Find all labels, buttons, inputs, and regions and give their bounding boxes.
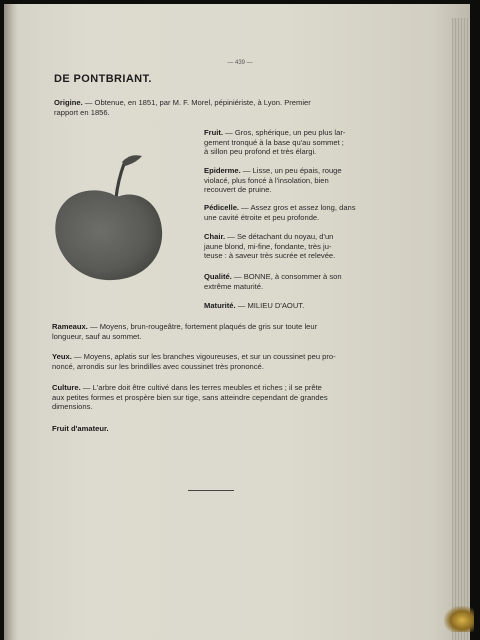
qualite-text-1: — BONNE, à consommer à son [233, 272, 342, 281]
origine-line-1 [54, 98, 434, 108]
rameaux-text-1: — Moyens, brun-rougeâtre, fortement plaqués de gris sur toute leur [90, 322, 318, 331]
fruit-text-1: — Gros, sphérique, un peu plus lar- [225, 128, 346, 137]
chair-line-2: jaune blond, mi-fine, fondante, très ju- [204, 241, 332, 251]
epiderme-line-2: violacé, plus foncé à l'insolation, bien [204, 175, 329, 185]
yeux-label: Yeux. [52, 352, 72, 361]
maturite-line-1 [204, 301, 374, 311]
fruit-line-2: gement tronqué à la base qu'au sommet ; [204, 137, 344, 147]
page-edges [452, 18, 470, 640]
pedicelle-paragraph [204, 203, 374, 222]
epiderme-line-1 [204, 166, 374, 176]
page-title: DE PONTBRIANT. [54, 73, 152, 85]
qualite-label: Qualité. [204, 272, 232, 281]
rameaux-paragraph [52, 322, 436, 341]
qualite-paragraph [204, 272, 374, 291]
culture-line-1 [52, 383, 436, 393]
fruit-line-3: à sillon peu profond et très élargi. [204, 147, 317, 157]
chair-label: Chair. [204, 232, 226, 241]
epiderme-label: Epiderme. [204, 166, 241, 175]
origine-line-2: rapport en 1856. [54, 107, 110, 117]
epiderme-paragraph [204, 166, 374, 195]
culture-label: Culture. [52, 383, 81, 392]
watermark-logo [444, 606, 474, 632]
fruit-label: Fruit. [204, 128, 223, 137]
culture-line-3: dimensions. [52, 402, 93, 412]
chair-paragraph [204, 232, 374, 261]
rameaux-line-1 [52, 322, 436, 332]
end-rule [188, 490, 234, 491]
maturite-paragraph [204, 301, 374, 311]
qualite-line-1 [204, 272, 374, 282]
chair-line-3: teuse : à saveur très sucrée et relevée. [204, 251, 336, 261]
fruit-illustration [50, 150, 170, 285]
yeux-line-1 [52, 352, 436, 362]
rameaux-label: Rameaux. [52, 322, 88, 331]
page-number: — 439 — [227, 60, 253, 66]
origine-paragraph [54, 98, 434, 117]
fruit-amateur-note: Fruit d'amateur. [52, 424, 109, 433]
book-spine [4, 4, 18, 640]
chair-line-1 [204, 232, 374, 242]
yeux-line-2: noncé, arrondis sur les brindilles avec coussinet très prononcé. [52, 361, 264, 371]
pedicelle-line-1 [204, 203, 374, 213]
epiderme-text-1: — Lisse, un peu épais, rouge [242, 166, 342, 175]
pedicelle-label: Pédicelle. [204, 203, 240, 212]
pedicelle-line-2: une cavité étroite et peu profonde. [204, 212, 320, 222]
qualite-line-2: extrême maturité. [204, 281, 264, 291]
yeux-paragraph [52, 352, 436, 371]
pedicelle-text-1: — Assez gros et assez long, dans [241, 203, 356, 212]
epiderme-line-3: recouvert de pruine. [204, 185, 272, 195]
origine-text-1: — Obtenue, en 1851, par M. F. Morel, pépiniériste, à Lyon. Premier [84, 98, 311, 107]
origine-label: Origine. [54, 98, 83, 107]
fruit-line-1 [204, 128, 374, 138]
culture-paragraph [52, 383, 436, 412]
rameaux-line-2: longueur, sauf au sommet. [52, 331, 142, 341]
culture-line-2: aux petites formes et prospère bien sur tige, sans atteindre cependant de grandes [52, 392, 328, 402]
fruit-paragraph [204, 128, 374, 157]
chair-text-1: — Se détachant du noyau, d'un [227, 232, 334, 241]
culture-text-1: — L'arbre doit être cultivé dans les terres meubles et riches ; il se prête [82, 383, 322, 392]
yeux-text-1: — Moyens, aplatis sur les branches vigoureuses, et sur un coussinet peu pro- [73, 352, 336, 361]
maturite-label: Maturité. [204, 301, 236, 310]
maturite-text-1: — MILIEU D'AOUT. [237, 301, 305, 310]
